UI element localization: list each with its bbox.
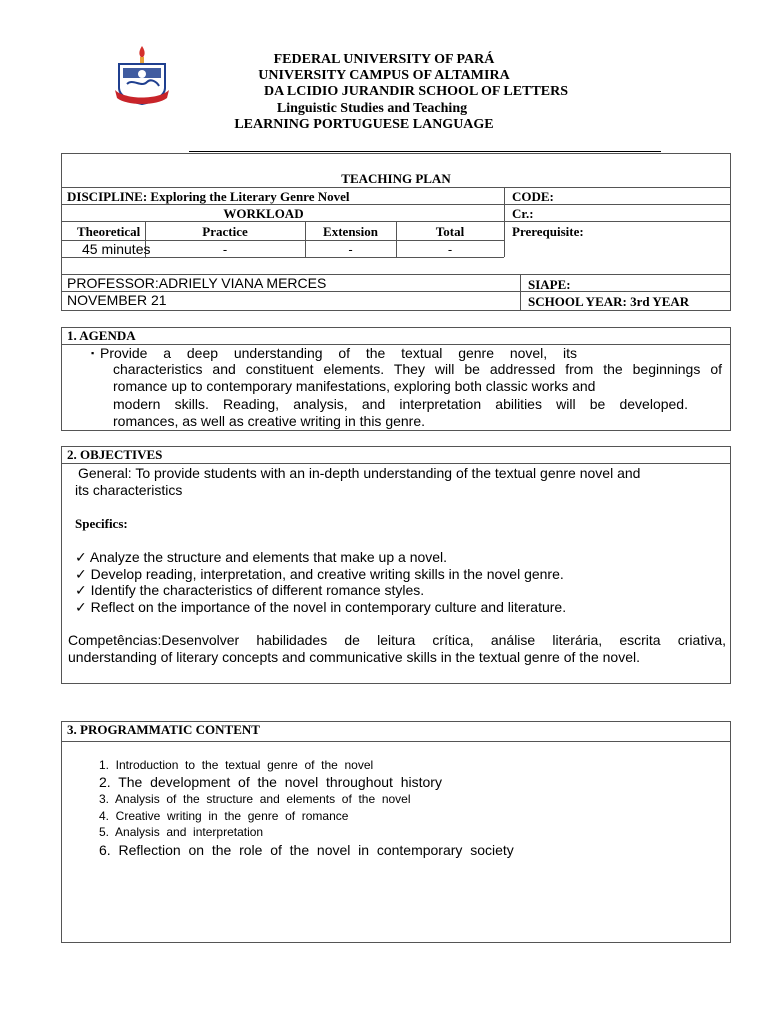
program-name: LEARNING PORTUGUESE LANGUAGE [234, 117, 494, 132]
total-value: - [447, 242, 453, 257]
agenda-line-2: characteristics and constituent elements. They will be addressed from the beginnings of [113, 361, 722, 377]
professor-name: PROFESSOR:ADRIELY VIANA MERCES [67, 275, 327, 291]
competencies-line-1: Competências:Desenvolver habilidades de leitura crítica, análise literária, escrita criativa, [68, 632, 726, 648]
specific-item: ✓ Develop reading, interpretation, and creative writing skills in the novel genre. [75, 566, 564, 582]
content-item: 6. Reflection on the role of the novel in contemporary society [99, 842, 514, 858]
content-item: 5. Analysis and interpretation [99, 825, 264, 839]
prerequisite-label: Prerequisite: [512, 224, 584, 239]
total-header: Total [435, 224, 465, 239]
header-divider [189, 151, 661, 152]
code-label: CODE: [512, 189, 554, 204]
agenda-line-5: romances, as well as creative writing in this genre. [113, 413, 426, 429]
university-name: FEDERAL UNIVERSITY OF PARÁ [273, 52, 495, 67]
content-item: 3. Analysis of the structure and elements of the novel [99, 792, 411, 806]
agenda-line-3: romance up to contemporary manifestations, exploring both classic works and [113, 378, 596, 394]
practice-value: - [222, 242, 228, 257]
specific-item: ✓ Analyze the structure and elements that make up a novel. [75, 549, 448, 565]
credits-label: Cr.: [512, 206, 534, 221]
workload-label: WORKLOAD [223, 206, 304, 221]
campus-name: UNIVERSITY CAMPUS OF ALTAMIRA [258, 68, 510, 83]
extension-value: - [348, 242, 353, 257]
specific-item: ✓ Identify the characteristics of different romance styles. [75, 582, 425, 598]
general-objective-line-2: its characteristics [75, 482, 183, 498]
content-item: 1. Introduction to the textual genre of the novel [99, 758, 374, 772]
discipline-label: DISCIPLINE: Exploring the Literary Genre Novel [67, 189, 350, 204]
content-item: 2. The development of the novel throughout history [99, 774, 442, 790]
studies-line: Linguistic Studies and Teaching [276, 101, 468, 116]
school-name: DA LCIDIO JURANDIR SCHOOL OF LETTERS [263, 84, 569, 99]
objectives-title: 2. OBJECTIVES [67, 447, 163, 462]
school-year: SCHOOL YEAR: 3rd YEAR [528, 294, 690, 309]
agenda-line-1: Provide a deep understanding of the textual genre novel, its [100, 345, 577, 361]
competencies-line-2: understanding of literary concepts and communicative skills in the textual genre of the novel. [68, 649, 640, 665]
theoretical-header: Theoretical [77, 224, 141, 239]
specifics-label: Specifics: [75, 516, 128, 531]
agenda-line-4: modern skills. Reading, analysis, and interpretation abilities will be developed. [113, 396, 688, 412]
practice-header: Practice [202, 224, 248, 239]
bullet-icon: ▪ [91, 348, 95, 358]
specific-item: ✓ Reflect on the importance of the novel in contemporary culture and literature. [75, 599, 567, 615]
content-item: 4. Creative writing in the genre of romance [99, 809, 349, 823]
extension-header: Extension [323, 224, 378, 239]
agenda-title: 1. AGENDA [67, 328, 136, 343]
teaching-plan-title: TEACHING PLAN [341, 171, 451, 186]
general-objective-line-1: General: To provide students with an in-depth understanding of the textual genre novel and [78, 465, 641, 481]
programmatic-content-title: 3. PROGRAMMATIC CONTENT [67, 722, 260, 737]
siape-label: SIAPE: [528, 277, 571, 292]
theoretical-value: 45 minutes [82, 241, 151, 257]
plan-date: NOVEMBER 21 [67, 292, 167, 308]
